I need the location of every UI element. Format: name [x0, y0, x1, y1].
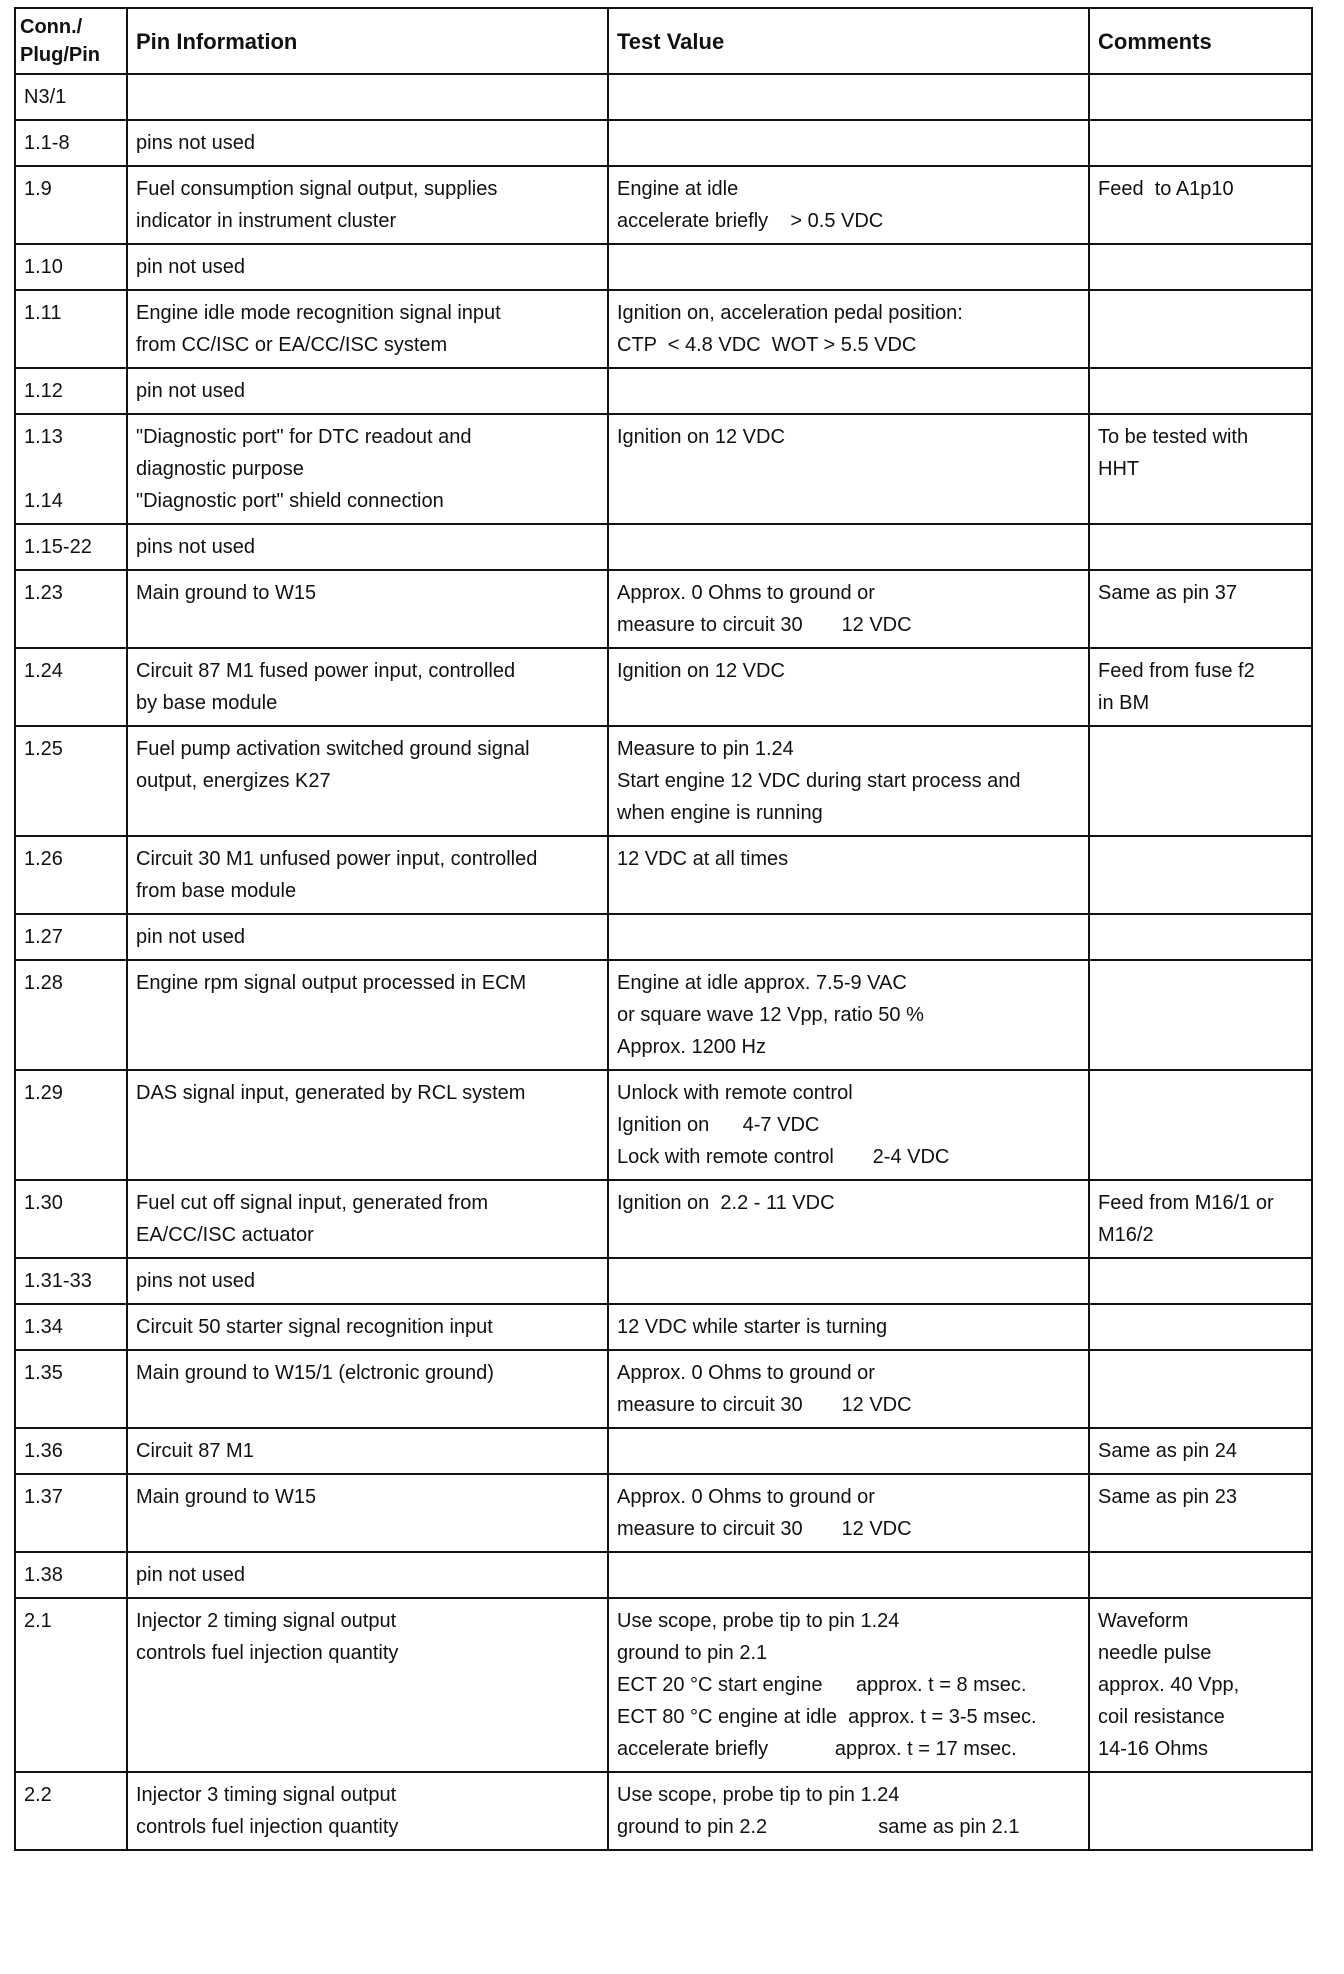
cell-line: Same as pin 37 — [1098, 582, 1237, 604]
cell-line: measure to circuit 30 12 VDC — [617, 1394, 912, 1416]
cell-line: DAS signal input, generated by RCL system — [136, 1082, 526, 1104]
cell-line: 1.14 — [24, 490, 63, 512]
cell-line: pin not used — [136, 256, 245, 278]
pin-cell — [15, 74, 127, 120]
cell-line: ECT 80 °C engine at idle approx. t = 3-5 msec. — [617, 1706, 1037, 1728]
cell-line: Ignition on 4-7 VDC — [617, 1114, 820, 1136]
pin-cell — [15, 648, 127, 726]
cell-line: 2.1 — [24, 1610, 52, 1632]
table-body — [15, 74, 1312, 1850]
pin-cell — [15, 1070, 127, 1180]
table-row — [15, 570, 1312, 648]
cell-line: Approx. 1200 Hz — [617, 1036, 766, 1058]
test-value-cell — [608, 1474, 1089, 1552]
table-row — [15, 1304, 1312, 1350]
test-value-cell — [608, 166, 1089, 244]
comments-cell — [1089, 1772, 1312, 1850]
cell-line: CTP < 4.8 VDC WOT > 5.5 VDC — [617, 334, 917, 356]
test-value-cell — [608, 290, 1089, 368]
cell-line — [24, 453, 120, 485]
cell-line: Unlock with remote control — [617, 1082, 853, 1104]
test-value-cell — [608, 414, 1089, 524]
cell-line: Same as pin 24 — [1098, 1440, 1237, 1462]
cell-line: 1.37 — [24, 1486, 63, 1508]
comments-cell — [1089, 244, 1312, 290]
cell-line: Engine rpm signal output processed in ECM — [136, 972, 527, 994]
comments-cell — [1089, 1474, 1312, 1552]
cell-line: measure to circuit 30 12 VDC — [617, 614, 912, 636]
cell-line: Fuel consumption signal output, supplies — [136, 178, 498, 200]
test-value-cell — [608, 1304, 1089, 1350]
pin-information-cell — [127, 1552, 608, 1598]
table-header-row — [15, 8, 1312, 74]
cell-line: 1.38 — [24, 1564, 63, 1586]
cell-line: Start engine 12 VDC during start process and — [617, 770, 1021, 792]
comments-cell — [1089, 570, 1312, 648]
table-row — [15, 1598, 1312, 1772]
pin-table — [14, 7, 1313, 1851]
test-value-cell — [608, 1070, 1089, 1180]
pin-information-cell — [127, 836, 608, 914]
header-comments: Comments — [1089, 8, 1312, 74]
cell-line: pin not used — [136, 1564, 245, 1586]
cell-line: by base module — [136, 692, 278, 714]
pin-information-cell — [127, 244, 608, 290]
cell-line: 1.31-33 — [24, 1270, 92, 1292]
cell-line: Engine idle mode recognition signal input — [136, 302, 501, 324]
cell-line: Ignition on, acceleration pedal position: — [617, 302, 963, 324]
cell-line: coil resistance — [1098, 1706, 1225, 1728]
test-value-cell — [608, 1180, 1089, 1258]
pin-information-cell — [127, 120, 608, 166]
cell-line: Fuel cut off signal input, generated from — [136, 1192, 489, 1214]
cell-line: Approx. 0 Ohms to ground or — [617, 1362, 875, 1384]
cell-line: controls fuel injection quantity — [136, 1642, 399, 1664]
cell-line: approx. 40 Vpp, — [1098, 1674, 1240, 1696]
cell-line: accelerate briefly approx. t = 17 msec. — [617, 1738, 1017, 1760]
cell-line: indicator in instrument cluster — [136, 210, 397, 232]
table-row — [15, 1070, 1312, 1180]
cell-line: 1.24 — [24, 660, 63, 682]
cell-line: Use scope, probe tip to pin 1.24 — [617, 1610, 900, 1632]
test-value-cell — [608, 648, 1089, 726]
test-value-cell — [608, 244, 1089, 290]
table-row — [15, 960, 1312, 1070]
cell-line: 1.35 — [24, 1362, 63, 1384]
cell-line: 1.34 — [24, 1316, 63, 1338]
test-value-cell — [608, 1598, 1089, 1772]
cell-line: ground to pin 2.1 — [617, 1642, 768, 1664]
comments-cell — [1089, 648, 1312, 726]
comments-cell — [1089, 726, 1312, 836]
pin-cell — [15, 836, 127, 914]
cell-line: Ignition on 12 VDC — [617, 426, 785, 448]
cell-line: controls fuel injection quantity — [136, 1816, 399, 1838]
cell-line: Main ground to W15 — [136, 582, 317, 604]
cell-line: Injector 3 timing signal output — [136, 1784, 397, 1806]
test-value-cell — [608, 1258, 1089, 1304]
cell-line: Use scope, probe tip to pin 1.24 — [617, 1784, 900, 1806]
pin-information-cell — [127, 1258, 608, 1304]
cell-line: M16/2 — [1098, 1224, 1154, 1246]
table-row — [15, 166, 1312, 244]
test-value-cell — [608, 1350, 1089, 1428]
test-value-cell — [608, 524, 1089, 570]
cell-line: 1.28 — [24, 972, 63, 994]
cell-line: needle pulse — [1098, 1642, 1212, 1664]
comments-cell — [1089, 290, 1312, 368]
pin-cell — [15, 960, 127, 1070]
test-value-cell — [608, 1772, 1089, 1850]
table-row — [15, 648, 1312, 726]
pin-cell — [15, 1552, 127, 1598]
cell-line: Ignition on 12 VDC — [617, 660, 785, 682]
pin-information-cell — [127, 1428, 608, 1474]
cell-line: EA/CC/ISC actuator — [136, 1224, 314, 1246]
pin-cell — [15, 1304, 127, 1350]
pin-information-cell — [127, 1598, 608, 1772]
pin-cell — [15, 570, 127, 648]
comments-cell — [1089, 1428, 1312, 1474]
comments-cell — [1089, 74, 1312, 120]
cell-line: 1.10 — [24, 256, 63, 278]
comments-cell — [1089, 914, 1312, 960]
cell-line: "Diagnostic port" for DTC readout and — [136, 426, 472, 448]
pin-cell — [15, 524, 127, 570]
cell-line: Injector 2 timing signal output — [136, 1610, 397, 1632]
pin-cell — [15, 244, 127, 290]
cell-line: 1.23 — [24, 582, 63, 604]
cell-line: Approx. 0 Ohms to ground or — [617, 582, 875, 604]
cell-line: Lock with remote control 2-4 VDC — [617, 1146, 950, 1168]
cell-line: pins not used — [136, 1270, 255, 1292]
pin-cell — [15, 166, 127, 244]
cell-line: Approx. 0 Ohms to ground or — [617, 1486, 875, 1508]
cell-line: 1.1-8 — [24, 132, 70, 154]
comments-cell — [1089, 1552, 1312, 1598]
comments-cell — [1089, 1598, 1312, 1772]
cell-line: 1.29 — [24, 1082, 63, 1104]
table-row — [15, 1474, 1312, 1552]
cell-line: Main ground to W15/1 (elctronic ground) — [136, 1362, 494, 1384]
test-value-cell — [608, 726, 1089, 836]
pin-information-cell — [127, 74, 608, 120]
cell-line: pin not used — [136, 926, 245, 948]
comments-cell — [1089, 166, 1312, 244]
cell-line: 12 VDC at all times — [617, 848, 789, 870]
comments-cell — [1089, 836, 1312, 914]
comments-cell — [1089, 524, 1312, 570]
cell-line: 1.12 — [24, 380, 63, 402]
comments-cell — [1089, 368, 1312, 414]
table-row — [15, 726, 1312, 836]
test-value-cell — [608, 1428, 1089, 1474]
pin-information-cell — [127, 166, 608, 244]
table-row — [15, 368, 1312, 414]
cell-line: measure to circuit 30 12 VDC — [617, 1518, 912, 1540]
header-conn-line1: Conn./ — [20, 16, 83, 38]
cell-line: 1.36 — [24, 1440, 63, 1462]
test-value-cell — [608, 120, 1089, 166]
cell-line: N3/1 — [24, 86, 67, 108]
pin-cell — [15, 368, 127, 414]
comments-cell — [1089, 414, 1312, 524]
header-conn-line2: Plug/Pin — [20, 44, 100, 66]
pin-information-cell — [127, 1350, 608, 1428]
cell-line: diagnostic purpose — [136, 458, 304, 480]
pin-information-cell — [127, 368, 608, 414]
cell-line: HHT — [1098, 458, 1140, 480]
cell-line: accelerate briefly > 0.5 VDC — [617, 210, 884, 232]
cell-line: Engine at idle — [617, 178, 739, 200]
pin-information-sheet — [14, 7, 1311, 1851]
pin-information-cell — [127, 524, 608, 570]
pin-cell — [15, 1428, 127, 1474]
pin-cell — [15, 914, 127, 960]
cell-line: Engine at idle approx. 7.5-9 VAC — [617, 972, 907, 994]
cell-line: 14-16 Ohms — [1098, 1738, 1209, 1760]
cell-line: Circuit 87 M1 — [136, 1440, 254, 1462]
table-row — [15, 1428, 1312, 1474]
cell-line: 2.2 — [24, 1784, 52, 1806]
pin-cell — [15, 414, 127, 524]
cell-line: when engine is running — [617, 802, 823, 824]
pin-information-cell — [127, 570, 608, 648]
cell-line: ECT 20 °C start engine approx. t = 8 msec. — [617, 1674, 1027, 1696]
cell-line: Waveform — [1098, 1610, 1189, 1632]
pin-information-cell — [127, 1070, 608, 1180]
table-row — [15, 1350, 1312, 1428]
pin-information-cell — [127, 914, 608, 960]
cell-line: in BM — [1098, 692, 1150, 714]
cell-line: from CC/ISC or EA/CC/ISC system — [136, 334, 448, 356]
cell-line: Feed from fuse f2 — [1098, 660, 1255, 682]
pin-cell — [15, 1772, 127, 1850]
pin-cell — [15, 290, 127, 368]
table-row — [15, 1772, 1312, 1850]
cell-line: pins not used — [136, 536, 255, 558]
cell-line: Fuel pump activation switched ground signal — [136, 738, 530, 760]
pin-information-cell — [127, 726, 608, 836]
cell-line: Feed from M16/1 or — [1098, 1192, 1274, 1214]
cell-line: 1.30 — [24, 1192, 63, 1214]
table-row — [15, 524, 1312, 570]
cell-line: ground to pin 2.2 same as pin 2.1 — [617, 1816, 1020, 1838]
table-row — [15, 120, 1312, 166]
test-value-cell — [608, 960, 1089, 1070]
pin-information-cell — [127, 1474, 608, 1552]
test-value-cell — [608, 914, 1089, 960]
table-row — [15, 1180, 1312, 1258]
pin-cell — [15, 1258, 127, 1304]
cell-line: 1.13 — [24, 426, 63, 448]
pin-cell — [15, 1598, 127, 1772]
cell-line: from base module — [136, 880, 297, 902]
test-value-cell — [608, 570, 1089, 648]
table-row — [15, 414, 1312, 524]
pin-cell — [15, 1474, 127, 1552]
pin-information-cell — [127, 1180, 608, 1258]
pin-information-cell — [127, 648, 608, 726]
comments-cell — [1089, 1350, 1312, 1428]
comments-cell — [1089, 1258, 1312, 1304]
cell-line: 1.15-22 — [24, 536, 92, 558]
cell-line: Measure to pin 1.24 — [617, 738, 794, 760]
comments-cell — [1089, 1304, 1312, 1350]
pin-information-cell — [127, 1772, 608, 1850]
cell-line: Ignition on 2.2 - 11 VDC — [617, 1192, 835, 1214]
test-value-cell — [608, 1552, 1089, 1598]
table-row — [15, 914, 1312, 960]
comments-cell — [1089, 960, 1312, 1070]
test-value-cell — [608, 836, 1089, 914]
pin-information-cell — [127, 290, 608, 368]
cell-line: Main ground to W15 — [136, 1486, 317, 1508]
cell-line: "Diagnostic port" shield connection — [136, 490, 444, 512]
cell-line: 1.11 — [24, 302, 62, 324]
cell-line: To be tested with — [1098, 426, 1249, 448]
cell-line: Circuit 30 M1 unfused power input, controlled — [136, 848, 538, 870]
cell-line: 1.27 — [24, 926, 63, 948]
table-row — [15, 244, 1312, 290]
cell-line: or square wave 12 Vpp, ratio 50 % — [617, 1004, 924, 1026]
pin-cell — [15, 726, 127, 836]
pin-information-cell — [127, 1304, 608, 1350]
cell-line: pins not used — [136, 132, 255, 154]
pin-cell — [15, 120, 127, 166]
cell-line: 1.25 — [24, 738, 63, 760]
table-row — [15, 290, 1312, 368]
table-row — [15, 1258, 1312, 1304]
cell-line: Same as pin 23 — [1098, 1486, 1237, 1508]
header-conn-plug-pin — [15, 8, 127, 74]
cell-line: Circuit 87 M1 fused power input, controlled — [136, 660, 516, 682]
pin-information-cell — [127, 414, 608, 524]
cell-line: Feed to A1p10 — [1098, 178, 1234, 200]
test-value-cell — [608, 368, 1089, 414]
test-value-cell — [608, 74, 1089, 120]
table-row — [15, 836, 1312, 914]
pin-cell — [15, 1180, 127, 1258]
table-row — [15, 74, 1312, 120]
cell-line: 1.9 — [24, 178, 52, 200]
cell-line: output, energizes K27 — [136, 770, 331, 792]
header-test-value: Test Value — [608, 8, 1089, 74]
cell-line: pin not used — [136, 380, 245, 402]
comments-cell — [1089, 1180, 1312, 1258]
comments-cell — [1089, 120, 1312, 166]
cell-line: 12 VDC while starter is turning — [617, 1316, 888, 1338]
cell-line: Circuit 50 starter signal recognition input — [136, 1316, 493, 1338]
cell-line: 1.26 — [24, 848, 63, 870]
header-pin-information: Pin Information — [127, 8, 608, 74]
pin-cell — [15, 1350, 127, 1428]
table-row — [15, 1552, 1312, 1598]
comments-cell — [1089, 1070, 1312, 1180]
pin-information-cell — [127, 960, 608, 1070]
